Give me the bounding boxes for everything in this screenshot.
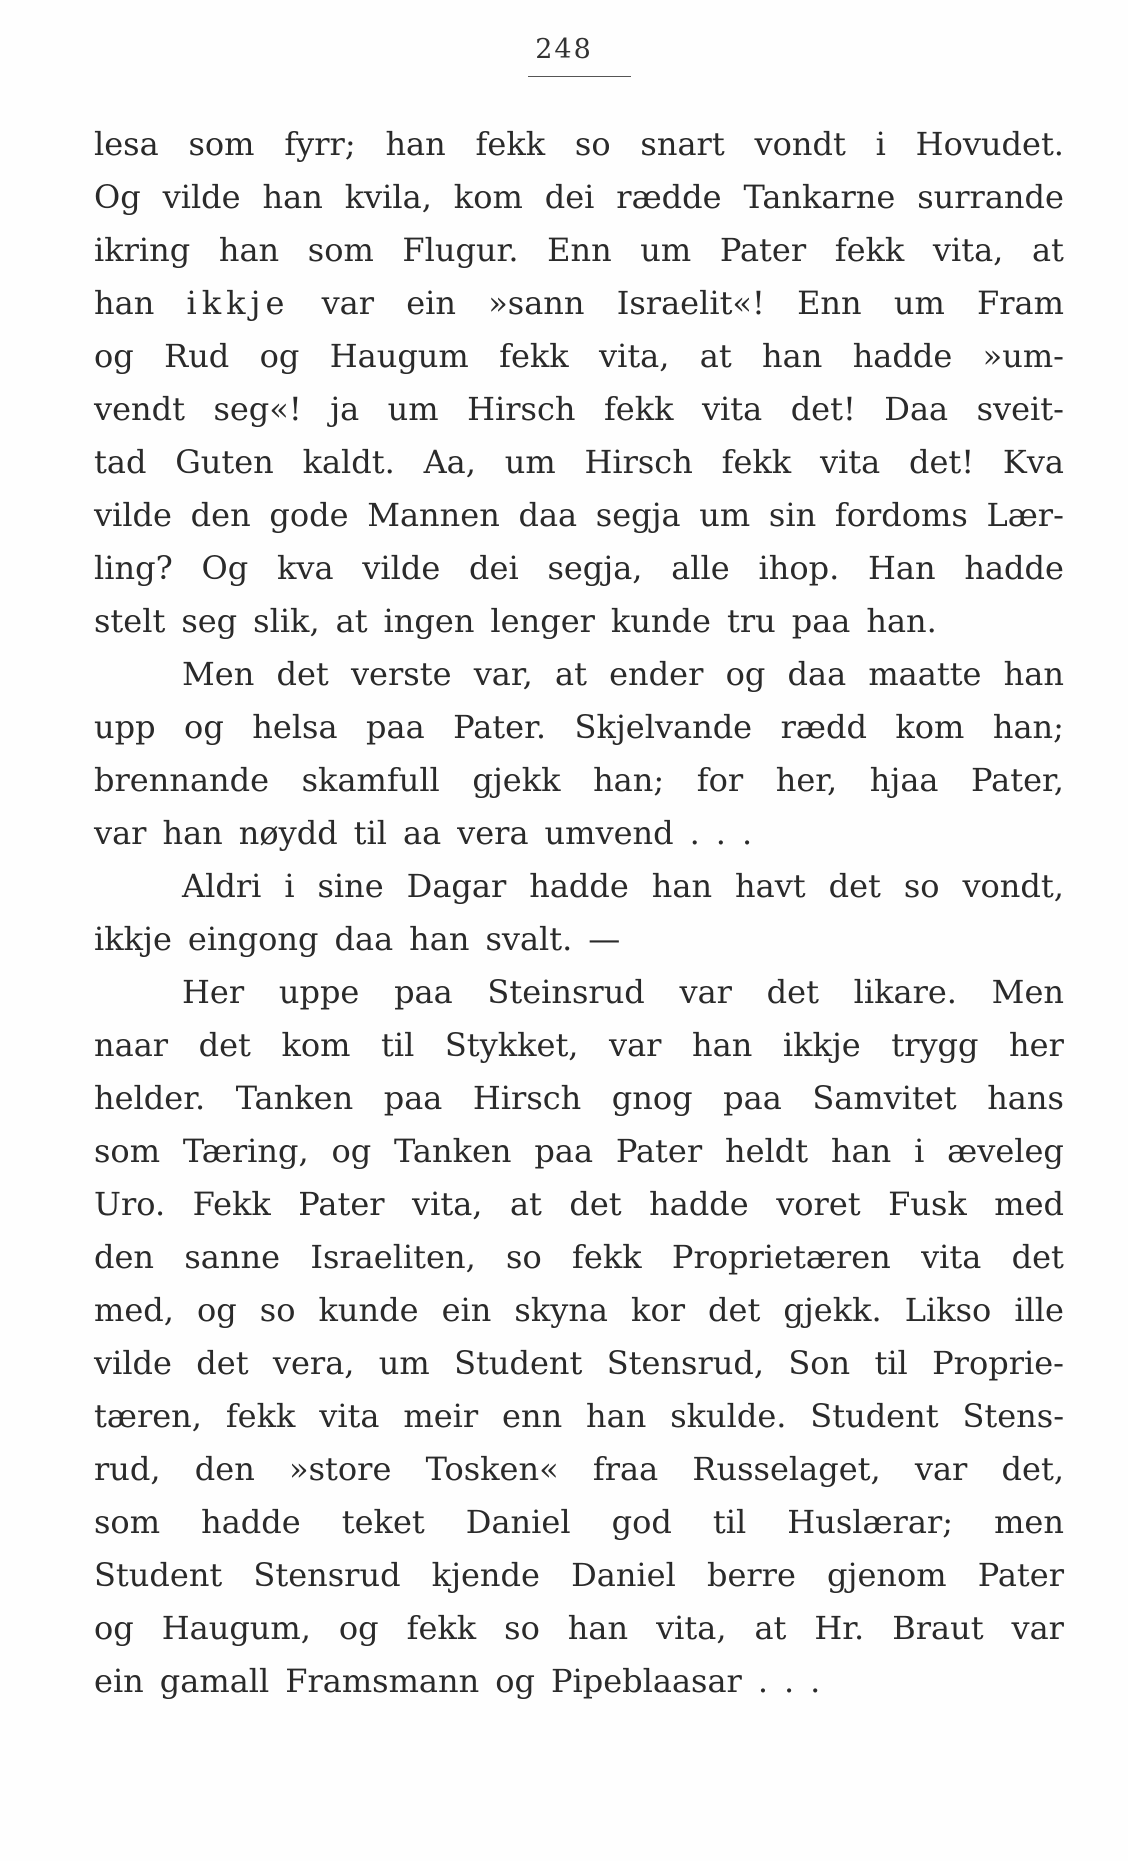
text-line: var han nøydd til aa vera umvend . . . — [94, 814, 753, 852]
text-line: ikkje eingong daa han svalt. — — [94, 920, 621, 958]
text-line: upp og helsa paa Pater. Skjelvande rædd kom han; — [94, 708, 1064, 746]
text-line: Uro. Fekk Pater vita, at det hadde voret Fusk med — [94, 1185, 1064, 1223]
text-line: og Haugum, og fekk so han vita, at Hr. Braut var — [94, 1609, 1064, 1647]
text-line: helder. Tanken paa Hirsch gnog paa Samvitet hans — [94, 1079, 1064, 1117]
text-line: Student Stensrud kjende Daniel berre gjenom Pater — [94, 1556, 1064, 1594]
text-line: den sanne Israeliten, so fekk Proprietæren vita det — [94, 1238, 1064, 1276]
text-line: lesa som fyrr; han fekk so snart vondt i Hovudet. — [94, 125, 1064, 163]
text-line: ling? Og kva vilde dei segja, alle ihop. Han hadde — [94, 549, 1064, 587]
text-line: han ikkje var ein »sann Israelit«! Enn um Fram — [94, 284, 1064, 322]
text-line: med, og so kunde ein skyna kor det gjekk. Likso ille — [94, 1291, 1064, 1329]
header-rule — [528, 76, 631, 77]
text-line: vilde den gode Mannen daa segja um sin fordoms Lær- — [94, 496, 1064, 534]
text-line: brennande skamfull gjekk han; for her, hjaa Pater, — [94, 761, 1064, 799]
text-line: naar det kom til Stykket, var han ikkje trygg her — [94, 1026, 1064, 1064]
text-line: tæren, fekk vita meir enn han skulde. Student Stens- — [94, 1397, 1064, 1435]
text-line: Her uppe paa Steinsrud var det likare. Men — [182, 973, 1064, 1011]
text-line: som hadde teket Daniel god til Huslærar; men — [94, 1503, 1064, 1541]
text-line: Men det verste var, at ender og daa maatte han — [182, 655, 1064, 693]
text-line: Aldri i sine Dagar hadde han havt det so vondt, — [182, 867, 1064, 905]
page-number: 248 — [535, 34, 593, 65]
text-line: ein gamall Framsmann og Pipeblaasar . . . — [94, 1662, 821, 1700]
text-line: og Rud og Haugum fekk vita, at han hadde »um- — [94, 337, 1064, 375]
text-line: ikring han som Flugur. Enn um Pater fekk vita, at — [94, 231, 1064, 269]
text-line: tad Guten kaldt. Aa, um Hirsch fekk vita det! Kva — [94, 443, 1064, 481]
text-line: Og vilde han kvila, kom dei rædde Tankarne surrande — [94, 178, 1064, 216]
text-line: stelt seg slik, at ingen lenger kunde tru paa han. — [94, 602, 937, 640]
body-text — [94, 118, 1064, 1708]
text-line: rud, den »store Tosken« fraa Russelaget, var det, — [94, 1450, 1064, 1488]
text-line: vendt seg«! ja um Hirsch fekk vita det! Daa sveit- — [94, 390, 1064, 428]
text-line: som Tæring, og Tanken paa Pater heldt han i æveleg — [94, 1132, 1064, 1170]
text-line: vilde det vera, um Student Stensrud, Son til Proprie- — [94, 1344, 1064, 1382]
